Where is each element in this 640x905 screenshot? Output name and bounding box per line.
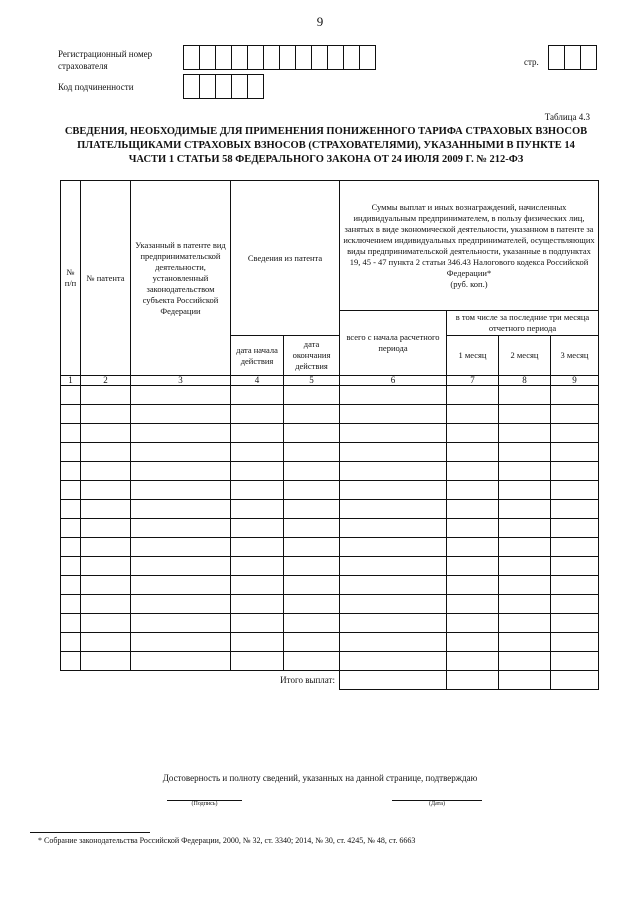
- table-cell[interactable]: [551, 595, 599, 614]
- table-cell[interactable]: [61, 595, 81, 614]
- table-cell[interactable]: [131, 595, 231, 614]
- table-cell[interactable]: [231, 557, 284, 576]
- table-cell[interactable]: [499, 443, 551, 462]
- table-cell[interactable]: [81, 424, 131, 443]
- header-total-period: всего с начала расчетного периода: [340, 311, 447, 376]
- reg-cell[interactable]: [279, 45, 296, 70]
- table-row: [61, 519, 599, 538]
- table-cell[interactable]: [131, 443, 231, 462]
- table-cell[interactable]: [340, 652, 447, 671]
- header-num: № п/п: [61, 181, 81, 376]
- reg-cell[interactable]: [343, 45, 360, 70]
- table-cell[interactable]: [131, 557, 231, 576]
- table-number: Таблица 4.3: [544, 112, 590, 122]
- table-cell[interactable]: [61, 633, 81, 652]
- table-cell[interactable]: [231, 538, 284, 557]
- table-cell[interactable]: [551, 538, 599, 557]
- table-cell[interactable]: [231, 424, 284, 443]
- table-cell[interactable]: [551, 481, 599, 500]
- date-field[interactable]: [392, 800, 482, 807]
- table-row: [61, 633, 599, 652]
- confirmation-text: Достоверность и полноту сведений, указанных на данной странице, подтверждаю: [162, 773, 478, 783]
- table-cell[interactable]: [340, 443, 447, 462]
- table-cell[interactable]: [499, 500, 551, 519]
- table-cell[interactable]: [131, 519, 231, 538]
- registration-number-label: [58, 48, 152, 72]
- table-cell[interactable]: [551, 386, 599, 405]
- table-cell[interactable]: [499, 652, 551, 671]
- table-row: [61, 614, 599, 633]
- column-number: 4: [231, 376, 284, 386]
- table-row: [61, 443, 599, 462]
- column-number: 6: [340, 376, 447, 386]
- table-cell[interactable]: [499, 519, 551, 538]
- column-number: 1: [61, 376, 81, 386]
- title-line: СВЕДЕНИЯ, НЕОБХОДИМЫЕ ДЛЯ ПРИМЕНЕНИЯ ПОНИЖЕННОГО ТАРИФА СТРАХОВЫХ ВЗНОСОВ: [64, 126, 588, 137]
- table-cell[interactable]: [81, 519, 131, 538]
- subordination-code-cells[interactable]: [183, 74, 264, 99]
- table-cell[interactable]: [131, 386, 231, 405]
- table-row: [61, 500, 599, 519]
- header-month-1: 1 месяц: [447, 336, 499, 376]
- table-cell[interactable]: [131, 538, 231, 557]
- table-cell[interactable]: [447, 519, 499, 538]
- column-number: 3: [131, 376, 231, 386]
- table-cell[interactable]: [284, 633, 340, 652]
- table-row: [61, 481, 599, 500]
- table-cell[interactable]: [340, 595, 447, 614]
- table-cell[interactable]: [447, 652, 499, 671]
- table-cell[interactable]: [340, 481, 447, 500]
- subordination-code-label: Код подчиненности: [58, 82, 134, 92]
- table-cell[interactable]: [340, 538, 447, 557]
- table-cell[interactable]: [340, 633, 447, 652]
- table-cell[interactable]: [131, 576, 231, 595]
- form-title: [48, 125, 604, 167]
- footnote: * Собрание законодательства Российской Федерации, 2000, № 32, ст. 3340; 2014, № 30, ст. 4245, № 48, ст. 6663: [38, 836, 416, 845]
- table-row: [61, 538, 599, 557]
- total-cell[interactable]: [499, 671, 551, 690]
- header-end-date: дата окончания действия: [284, 336, 340, 376]
- page-cell[interactable]: [564, 45, 581, 70]
- reg-cell[interactable]: [183, 45, 200, 70]
- header-activity: Указанный в патенте вид предпринимательской деятельности, установленный законодательством субъекта Российской Федерации: [131, 181, 231, 376]
- table-cell[interactable]: [231, 386, 284, 405]
- registration-label-line1: Регистрационный номер: [58, 49, 153, 59]
- table-cell[interactable]: [131, 405, 231, 424]
- table-cell[interactable]: [499, 633, 551, 652]
- reg-cell[interactable]: [311, 45, 328, 70]
- table-cell[interactable]: [447, 614, 499, 633]
- table-cell[interactable]: [340, 500, 447, 519]
- table-cell[interactable]: [61, 462, 81, 481]
- table-cell[interactable]: [284, 557, 340, 576]
- table-row: [61, 462, 599, 481]
- signature-caption: (Подпись): [191, 801, 218, 807]
- registration-label-line2: страхователя: [58, 61, 108, 71]
- column-number: 9: [551, 376, 599, 386]
- table-cell[interactable]: [81, 557, 131, 576]
- table-cell[interactable]: [81, 652, 131, 671]
- table-cell[interactable]: [284, 538, 340, 557]
- table-cell[interactable]: [61, 443, 81, 462]
- table-cell[interactable]: [499, 386, 551, 405]
- table-cell[interactable]: [284, 443, 340, 462]
- table-cell[interactable]: [340, 424, 447, 443]
- table-cell[interactable]: [284, 424, 340, 443]
- reg-cell[interactable]: [231, 45, 248, 70]
- reg-cell[interactable]: [327, 45, 344, 70]
- table-cell[interactable]: [81, 405, 131, 424]
- table-cell[interactable]: [131, 652, 231, 671]
- table-cell[interactable]: [131, 481, 231, 500]
- data-table: [60, 180, 599, 690]
- header-month-3: 3 месяц: [551, 336, 599, 376]
- table-cell[interactable]: [284, 652, 340, 671]
- table-cell[interactable]: [447, 576, 499, 595]
- column-number: 8: [499, 376, 551, 386]
- table-cell[interactable]: [447, 633, 499, 652]
- table-cell[interactable]: [447, 462, 499, 481]
- table-cell[interactable]: [499, 557, 551, 576]
- table-cell[interactable]: [81, 386, 131, 405]
- table-cell[interactable]: [231, 443, 284, 462]
- table-cell[interactable]: [81, 595, 131, 614]
- table-cell[interactable]: [131, 462, 231, 481]
- table-row: [61, 557, 599, 576]
- table-row: [61, 386, 599, 405]
- table-cell[interactable]: [447, 538, 499, 557]
- table-cell[interactable]: [499, 595, 551, 614]
- table-cell[interactable]: [499, 614, 551, 633]
- table-cell[interactable]: [61, 557, 81, 576]
- title-line: ПЛАТЕЛЬЩИКАМИ СТРАХОВЫХ ВЗНОСОВ (СТРАХОВАТЕЛЯМИ), УКАЗАННЫМИ В ПУНКТЕ 14: [77, 140, 575, 151]
- table-row: [61, 595, 599, 614]
- table-cell[interactable]: [551, 576, 599, 595]
- table-cell[interactable]: [447, 500, 499, 519]
- table-cell[interactable]: [499, 405, 551, 424]
- table-cell[interactable]: [284, 595, 340, 614]
- table-cell[interactable]: [340, 519, 447, 538]
- table-cell[interactable]: [499, 424, 551, 443]
- column-number: 7: [447, 376, 499, 386]
- table-cell[interactable]: [340, 386, 447, 405]
- table-cell[interactable]: [61, 500, 81, 519]
- table-cell[interactable]: [447, 424, 499, 443]
- table-cell[interactable]: [340, 576, 447, 595]
- table-cell[interactable]: [551, 519, 599, 538]
- header-patent: № патента: [81, 181, 131, 376]
- footnote-divider: [30, 832, 150, 833]
- table-cell[interactable]: [81, 462, 131, 481]
- table-cell[interactable]: [231, 462, 284, 481]
- table-cell[interactable]: [61, 481, 81, 500]
- header-last-three-months: в том числе за последние три месяца отчетного периода: [447, 311, 599, 336]
- table-cell[interactable]: [81, 500, 131, 519]
- table-cell[interactable]: [131, 500, 231, 519]
- table-cell[interactable]: [61, 424, 81, 443]
- table-cell[interactable]: [340, 462, 447, 481]
- table-cell[interactable]: [284, 481, 340, 500]
- table-cell[interactable]: [284, 386, 340, 405]
- total-cell[interactable]: [447, 671, 499, 690]
- table-cell[interactable]: [81, 633, 131, 652]
- table-cell[interactable]: [81, 614, 131, 633]
- table-cell[interactable]: [499, 576, 551, 595]
- table-cell[interactable]: [61, 538, 81, 557]
- table-cell[interactable]: [447, 443, 499, 462]
- table-cell[interactable]: [231, 500, 284, 519]
- table-cell[interactable]: [81, 443, 131, 462]
- table-cell[interactable]: [447, 405, 499, 424]
- table-cell[interactable]: [231, 519, 284, 538]
- page-number: 9: [316, 14, 324, 29]
- table-cell[interactable]: [447, 595, 499, 614]
- column-number: 2: [81, 376, 131, 386]
- table-row: [61, 405, 599, 424]
- table-cell[interactable]: [284, 614, 340, 633]
- table-cell[interactable]: [551, 405, 599, 424]
- table-cell[interactable]: [231, 481, 284, 500]
- header-month-2: 2 месяц: [499, 336, 551, 376]
- total-label: Итого выплат:: [280, 674, 335, 685]
- table-cell[interactable]: [499, 481, 551, 500]
- table-cell[interactable]: [551, 633, 599, 652]
- table-cell[interactable]: [231, 576, 284, 595]
- table-cell[interactable]: [231, 633, 284, 652]
- page-cell[interactable]: [548, 45, 565, 70]
- table-cell[interactable]: [499, 538, 551, 557]
- reg-cell[interactable]: [247, 45, 264, 70]
- header-sums-unit: (руб. коп.): [450, 278, 488, 289]
- table-row: [61, 652, 599, 671]
- table-cell[interactable]: [284, 405, 340, 424]
- sub-cell[interactable]: [199, 74, 216, 99]
- page-label: стр.: [524, 57, 539, 67]
- table-row: [61, 576, 599, 595]
- table-cell[interactable]: [551, 462, 599, 481]
- table-cell[interactable]: [61, 652, 81, 671]
- signature-field[interactable]: [167, 800, 242, 807]
- title-line: ЧАСТИ 1 СТАТЬИ 58 ФЕДЕРАЛЬНОГО ЗАКОНА ОТ 24 ИЮЛЯ 2009 Г. № 212-ФЗ: [128, 154, 524, 165]
- table-cell[interactable]: [447, 386, 499, 405]
- table-cell[interactable]: [340, 614, 447, 633]
- page-cell[interactable]: [580, 45, 597, 70]
- total-cell[interactable]: [340, 671, 447, 690]
- sub-cell[interactable]: [231, 74, 248, 99]
- table-cell[interactable]: [284, 500, 340, 519]
- table-cell[interactable]: [284, 576, 340, 595]
- table-cell[interactable]: [284, 519, 340, 538]
- table-cell[interactable]: [81, 481, 131, 500]
- page-cells[interactable]: [548, 45, 597, 70]
- column-number: 5: [284, 376, 340, 386]
- reg-cell[interactable]: [359, 45, 376, 70]
- registration-number-cells[interactable]: [183, 45, 376, 70]
- table-cell[interactable]: [551, 652, 599, 671]
- reg-cell[interactable]: [199, 45, 216, 70]
- reg-cell[interactable]: [215, 45, 232, 70]
- table-cell[interactable]: [447, 481, 499, 500]
- table-cell[interactable]: [131, 424, 231, 443]
- header-patent-info: Сведения из патента: [231, 181, 340, 336]
- table-cell[interactable]: [61, 405, 81, 424]
- table-cell[interactable]: [551, 614, 599, 633]
- table-cell[interactable]: [551, 500, 599, 519]
- table-cell[interactable]: [61, 386, 81, 405]
- table-cell[interactable]: [499, 462, 551, 481]
- sub-cell[interactable]: [215, 74, 232, 99]
- reg-cell[interactable]: [263, 45, 280, 70]
- table-cell[interactable]: [61, 519, 81, 538]
- table-cell[interactable]: [61, 576, 81, 595]
- total-cell[interactable]: [551, 671, 599, 690]
- header-sums: [340, 181, 599, 311]
- table-cell[interactable]: [551, 557, 599, 576]
- reg-cell[interactable]: [295, 45, 312, 70]
- table-cell[interactable]: [231, 405, 284, 424]
- table-cell[interactable]: [447, 557, 499, 576]
- header-start-date: дата начала действия: [231, 336, 284, 376]
- table-cell[interactable]: [231, 614, 284, 633]
- table-cell[interactable]: [340, 405, 447, 424]
- table-cell[interactable]: [81, 576, 131, 595]
- table-cell[interactable]: [231, 595, 284, 614]
- table-cell[interactable]: [551, 443, 599, 462]
- header-sums-text: Суммы выплат и иных вознаграждений, начисленных индивидуальным предпринимателем, в пользу физических лиц, занятых в виде экономической деятельности, указанном в патенте за исключением индивидуальных предпринимателей, осуществляющих виды предпринимательской деятельности, указанные в подпунктах 19, 45 - 47 пункта 2 статьи 346.43 Налогового кодекса Российской Федерации*: [343, 201, 595, 278]
- sub-cell[interactable]: [247, 74, 264, 99]
- table-row: [61, 424, 599, 443]
- table-cell[interactable]: [61, 614, 81, 633]
- table-cell[interactable]: [284, 462, 340, 481]
- table-cell[interactable]: [340, 557, 447, 576]
- table-cell[interactable]: [131, 633, 231, 652]
- table-cell[interactable]: [131, 614, 231, 633]
- table-cell[interactable]: [81, 538, 131, 557]
- table-cell[interactable]: [551, 424, 599, 443]
- table-body: [61, 386, 599, 671]
- sub-cell[interactable]: [183, 74, 200, 99]
- table-cell[interactable]: [231, 652, 284, 671]
- date-caption: (Дата): [429, 801, 445, 807]
